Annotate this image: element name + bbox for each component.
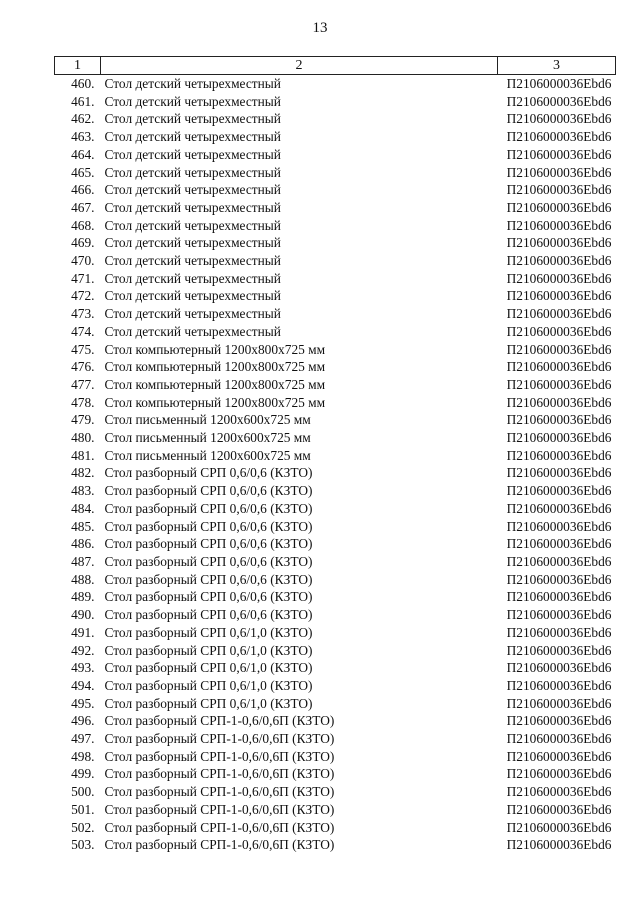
row-number: 492. <box>71 642 95 658</box>
row-number: 491. <box>71 624 95 640</box>
row-number: 494. <box>71 677 95 693</box>
item-name: Стол разборный СРП 0,6/0,6 (КЗТО) <box>104 553 313 569</box>
table-row <box>55 341 616 359</box>
item-name: Стол детский четырехместный <box>104 323 281 339</box>
row-number: 502. <box>71 819 95 835</box>
item-code: П2106000036Ebd6 <box>506 394 612 410</box>
item-name: Стол детский четырехместный <box>104 270 281 286</box>
item-code: П2106000036Ebd6 <box>506 589 612 605</box>
table-row <box>55 500 616 518</box>
item-code: П2106000036Ebd6 <box>506 447 612 463</box>
item-name: Стол разборный СРП 0,6/0,6 (КЗТО) <box>104 607 313 623</box>
item-name: Стол детский четырехместный <box>104 182 281 198</box>
table-header-row <box>55 57 616 75</box>
row-number: 499. <box>71 766 95 782</box>
item-code: П2106000036Ebd6 <box>506 766 612 782</box>
item-name: Стол компьютерный 1200х800х725 мм <box>104 394 326 410</box>
item-code: П2106000036Ebd6 <box>506 288 612 304</box>
table-row <box>55 588 616 606</box>
table-row <box>55 411 616 429</box>
item-code: П2106000036Ebd6 <box>506 660 612 676</box>
table-row <box>55 217 616 235</box>
row-number: 475. <box>71 341 95 357</box>
item-name: Стол компьютерный 1200х800х725 мм <box>104 376 326 392</box>
item-name: Стол разборный СРП 0,6/0,6 (КЗТО) <box>104 518 313 534</box>
row-number: 493. <box>71 660 95 676</box>
item-code: П2106000036Ebd6 <box>506 359 612 375</box>
item-code: П2106000036Ebd6 <box>506 642 612 658</box>
item-code: П2106000036Ebd6 <box>506 306 612 322</box>
row-number: 467. <box>71 199 95 215</box>
table-row <box>55 482 616 500</box>
item-name: Стол разборный СРП 0,6/1,0 (КЗТО) <box>104 642 313 658</box>
row-number: 476. <box>71 359 95 375</box>
item-code: П2106000036Ebd6 <box>506 837 612 853</box>
row-number: 474. <box>71 323 95 339</box>
row-number: 503. <box>71 837 95 853</box>
table-row <box>55 394 616 412</box>
item-name: Стол разборный СРП-1-0,6/0,6П (КЗТО) <box>104 748 335 764</box>
row-number: 471. <box>71 270 95 286</box>
table-row <box>55 234 616 252</box>
table-row <box>55 836 616 854</box>
item-name: Стол детский четырехместный <box>104 76 281 91</box>
item-name: Стол компьютерный 1200х800х725 мм <box>104 359 326 375</box>
item-name: Стол разборный СРП 0,6/1,0 (КЗТО) <box>104 677 313 693</box>
table-row <box>55 164 616 182</box>
item-name: Стол разборный СРП 0,6/0,6 (КЗТО) <box>104 589 313 605</box>
item-name: Стол разборный СРП-1-0,6/0,6П (КЗТО) <box>104 819 335 835</box>
table-row <box>55 765 616 783</box>
item-code: П2106000036Ebd6 <box>506 146 612 162</box>
table-row <box>55 819 616 837</box>
item-name: Стол детский четырехместный <box>104 288 281 304</box>
table-row <box>55 447 616 465</box>
row-number: 472. <box>71 288 95 304</box>
row-number: 461. <box>71 93 95 109</box>
item-name: Стол детский четырехместный <box>104 129 281 145</box>
table-row <box>55 642 616 660</box>
table-row <box>55 659 616 677</box>
table-row <box>55 748 616 766</box>
table-row <box>55 287 616 305</box>
item-name: Стол компьютерный 1200х800х725 мм <box>104 341 326 357</box>
item-code: П2106000036Ebd6 <box>506 253 612 269</box>
table-row <box>55 677 616 695</box>
table-row <box>55 93 616 111</box>
row-number: 479. <box>71 412 95 428</box>
item-code: П2106000036Ebd6 <box>506 465 612 481</box>
item-code: П2106000036Ebd6 <box>506 483 612 499</box>
row-number: 486. <box>71 536 95 552</box>
table-row <box>55 110 616 128</box>
row-number: 485. <box>71 518 95 534</box>
item-code: П2106000036Ebd6 <box>506 341 612 357</box>
item-code: П2106000036Ebd6 <box>506 129 612 145</box>
table-row <box>55 323 616 341</box>
row-number: 483. <box>71 483 95 499</box>
item-code: П2106000036Ebd6 <box>506 412 612 428</box>
table-row <box>55 358 616 376</box>
inventory-table <box>54 56 616 854</box>
table-row <box>55 571 616 589</box>
row-number: 481. <box>71 447 95 463</box>
row-number: 487. <box>71 553 95 569</box>
table-row <box>55 464 616 482</box>
item-code: П2106000036Ebd6 <box>506 323 612 339</box>
table-row <box>55 376 616 394</box>
page-number: 13 <box>312 20 328 36</box>
item-code: П2106000036Ebd6 <box>506 182 612 198</box>
item-code: П2106000036Ebd6 <box>506 164 612 180</box>
table-row <box>55 429 616 447</box>
item-name: Стол детский четырехместный <box>104 146 281 162</box>
item-name: Стол детский четырехместный <box>104 217 281 233</box>
item-name: Стол письменный 1200х600х725 мм <box>104 430 311 446</box>
row-number: 484. <box>71 500 95 516</box>
item-code: П2106000036Ebd6 <box>506 518 612 534</box>
item-code: П2106000036Ebd6 <box>506 536 612 552</box>
item-name: Стол разборный СРП 0,6/1,0 (КЗТО) <box>104 624 313 640</box>
row-number: 482. <box>71 465 95 481</box>
table-row <box>55 146 616 164</box>
table-row <box>55 783 616 801</box>
table-row <box>55 252 616 270</box>
item-code: П2106000036Ebd6 <box>506 235 612 251</box>
item-code: П2106000036Ebd6 <box>506 217 612 233</box>
item-code: П2106000036Ebd6 <box>506 199 612 215</box>
table-body <box>55 75 616 854</box>
item-name: Стол детский четырехместный <box>104 235 281 251</box>
item-name: Стол разборный СРП 0,6/0,6 (КЗТО) <box>104 536 313 552</box>
row-number: 470. <box>71 253 95 269</box>
item-name: Стол детский четырехместный <box>104 199 281 215</box>
row-number: 477. <box>71 376 95 392</box>
table-row <box>55 535 616 553</box>
item-name: Стол детский четырехместный <box>104 306 281 322</box>
item-code: П2106000036Ebd6 <box>506 571 612 587</box>
item-name: Стол разборный СРП-1-0,6/0,6П (КЗТО) <box>104 713 335 729</box>
item-code: П2106000036Ebd6 <box>506 111 612 127</box>
item-code: П2106000036Ebd6 <box>506 430 612 446</box>
row-number: 495. <box>71 695 95 711</box>
item-code: П2106000036Ebd6 <box>506 500 612 516</box>
row-number: 460. <box>71 76 95 91</box>
item-name: Стол детский четырехместный <box>104 164 281 180</box>
table-row <box>55 75 616 93</box>
row-number: 496. <box>71 713 95 729</box>
item-name: Стол детский четырехместный <box>104 111 281 127</box>
row-number: 468. <box>71 217 95 233</box>
item-name: Стол разборный СРП-1-0,6/0,6П (КЗТО) <box>104 784 335 800</box>
item-code: П2106000036Ebd6 <box>506 819 612 835</box>
table-row <box>55 270 616 288</box>
table-row <box>55 181 616 199</box>
row-number: 480. <box>71 430 95 446</box>
column-header-code: 3 <box>498 57 616 75</box>
item-code: П2106000036Ebd6 <box>506 76 612 91</box>
item-name: Стол разборный СРП 0,6/0,6 (КЗТО) <box>104 465 313 481</box>
item-code: П2106000036Ebd6 <box>506 731 612 747</box>
row-number: 489. <box>71 589 95 605</box>
row-number: 488. <box>71 571 95 587</box>
row-number: 478. <box>71 394 95 410</box>
item-name: Стол разборный СРП 0,6/1,0 (КЗТО) <box>104 695 313 711</box>
table-row <box>55 199 616 217</box>
item-name: Стол разборный СРП 0,6/0,6 (КЗТО) <box>104 483 313 499</box>
table-row <box>55 624 616 642</box>
item-name: Стол разборный СРП-1-0,6/0,6П (КЗТО) <box>104 801 335 817</box>
table-row <box>55 712 616 730</box>
row-number: 466. <box>71 182 95 198</box>
item-name: Стол письменный 1200х600х725 мм <box>104 447 311 463</box>
item-code: П2106000036Ebd6 <box>506 677 612 693</box>
column-header-name: 2 <box>101 57 498 75</box>
item-name: Стол разборный СРП-1-0,6/0,6П (КЗТО) <box>104 766 335 782</box>
table-row <box>55 730 616 748</box>
item-name: Стол разборный СРП-1-0,6/0,6П (КЗТО) <box>104 731 335 747</box>
table-row <box>55 801 616 819</box>
item-name: Стол разборный СРП 0,6/1,0 (КЗТО) <box>104 660 313 676</box>
row-number: 497. <box>71 731 95 747</box>
item-code: П2106000036Ebd6 <box>506 624 612 640</box>
row-number: 490. <box>71 607 95 623</box>
item-code: П2106000036Ebd6 <box>506 376 612 392</box>
item-name: Стол детский четырехместный <box>104 253 281 269</box>
row-number: 464. <box>71 146 95 162</box>
row-number: 465. <box>71 164 95 180</box>
item-name: Стол детский четырехместный <box>104 93 281 109</box>
row-number: 501. <box>71 801 95 817</box>
column-header-number: 1 <box>55 57 101 75</box>
row-number: 498. <box>71 748 95 764</box>
row-number: 473. <box>71 306 95 322</box>
item-name: Стол разборный СРП-1-0,6/0,6П (КЗТО) <box>104 837 335 853</box>
item-name: Стол разборный СРП 0,6/0,6 (КЗТО) <box>104 571 313 587</box>
item-code: П2106000036Ebd6 <box>506 713 612 729</box>
item-code: П2106000036Ebd6 <box>506 93 612 109</box>
item-code: П2106000036Ebd6 <box>506 553 612 569</box>
table-row <box>55 606 616 624</box>
item-code: П2106000036Ebd6 <box>506 695 612 711</box>
item-name: Стол письменный 1200х600х725 мм <box>104 412 311 428</box>
table-row <box>55 553 616 571</box>
table-row <box>55 305 616 323</box>
item-code: П2106000036Ebd6 <box>506 784 612 800</box>
row-number: 500. <box>71 784 95 800</box>
item-code: П2106000036Ebd6 <box>506 270 612 286</box>
row-number: 469. <box>71 235 95 251</box>
row-number: 463. <box>71 129 95 145</box>
table-row <box>55 518 616 536</box>
item-code: П2106000036Ebd6 <box>506 607 612 623</box>
row-number: 462. <box>71 111 95 127</box>
item-code: П2106000036Ebd6 <box>506 748 612 764</box>
table-row <box>55 128 616 146</box>
table-row <box>55 695 616 713</box>
item-name: Стол разборный СРП 0,6/0,6 (КЗТО) <box>104 500 313 516</box>
item-code: П2106000036Ebd6 <box>506 801 612 817</box>
